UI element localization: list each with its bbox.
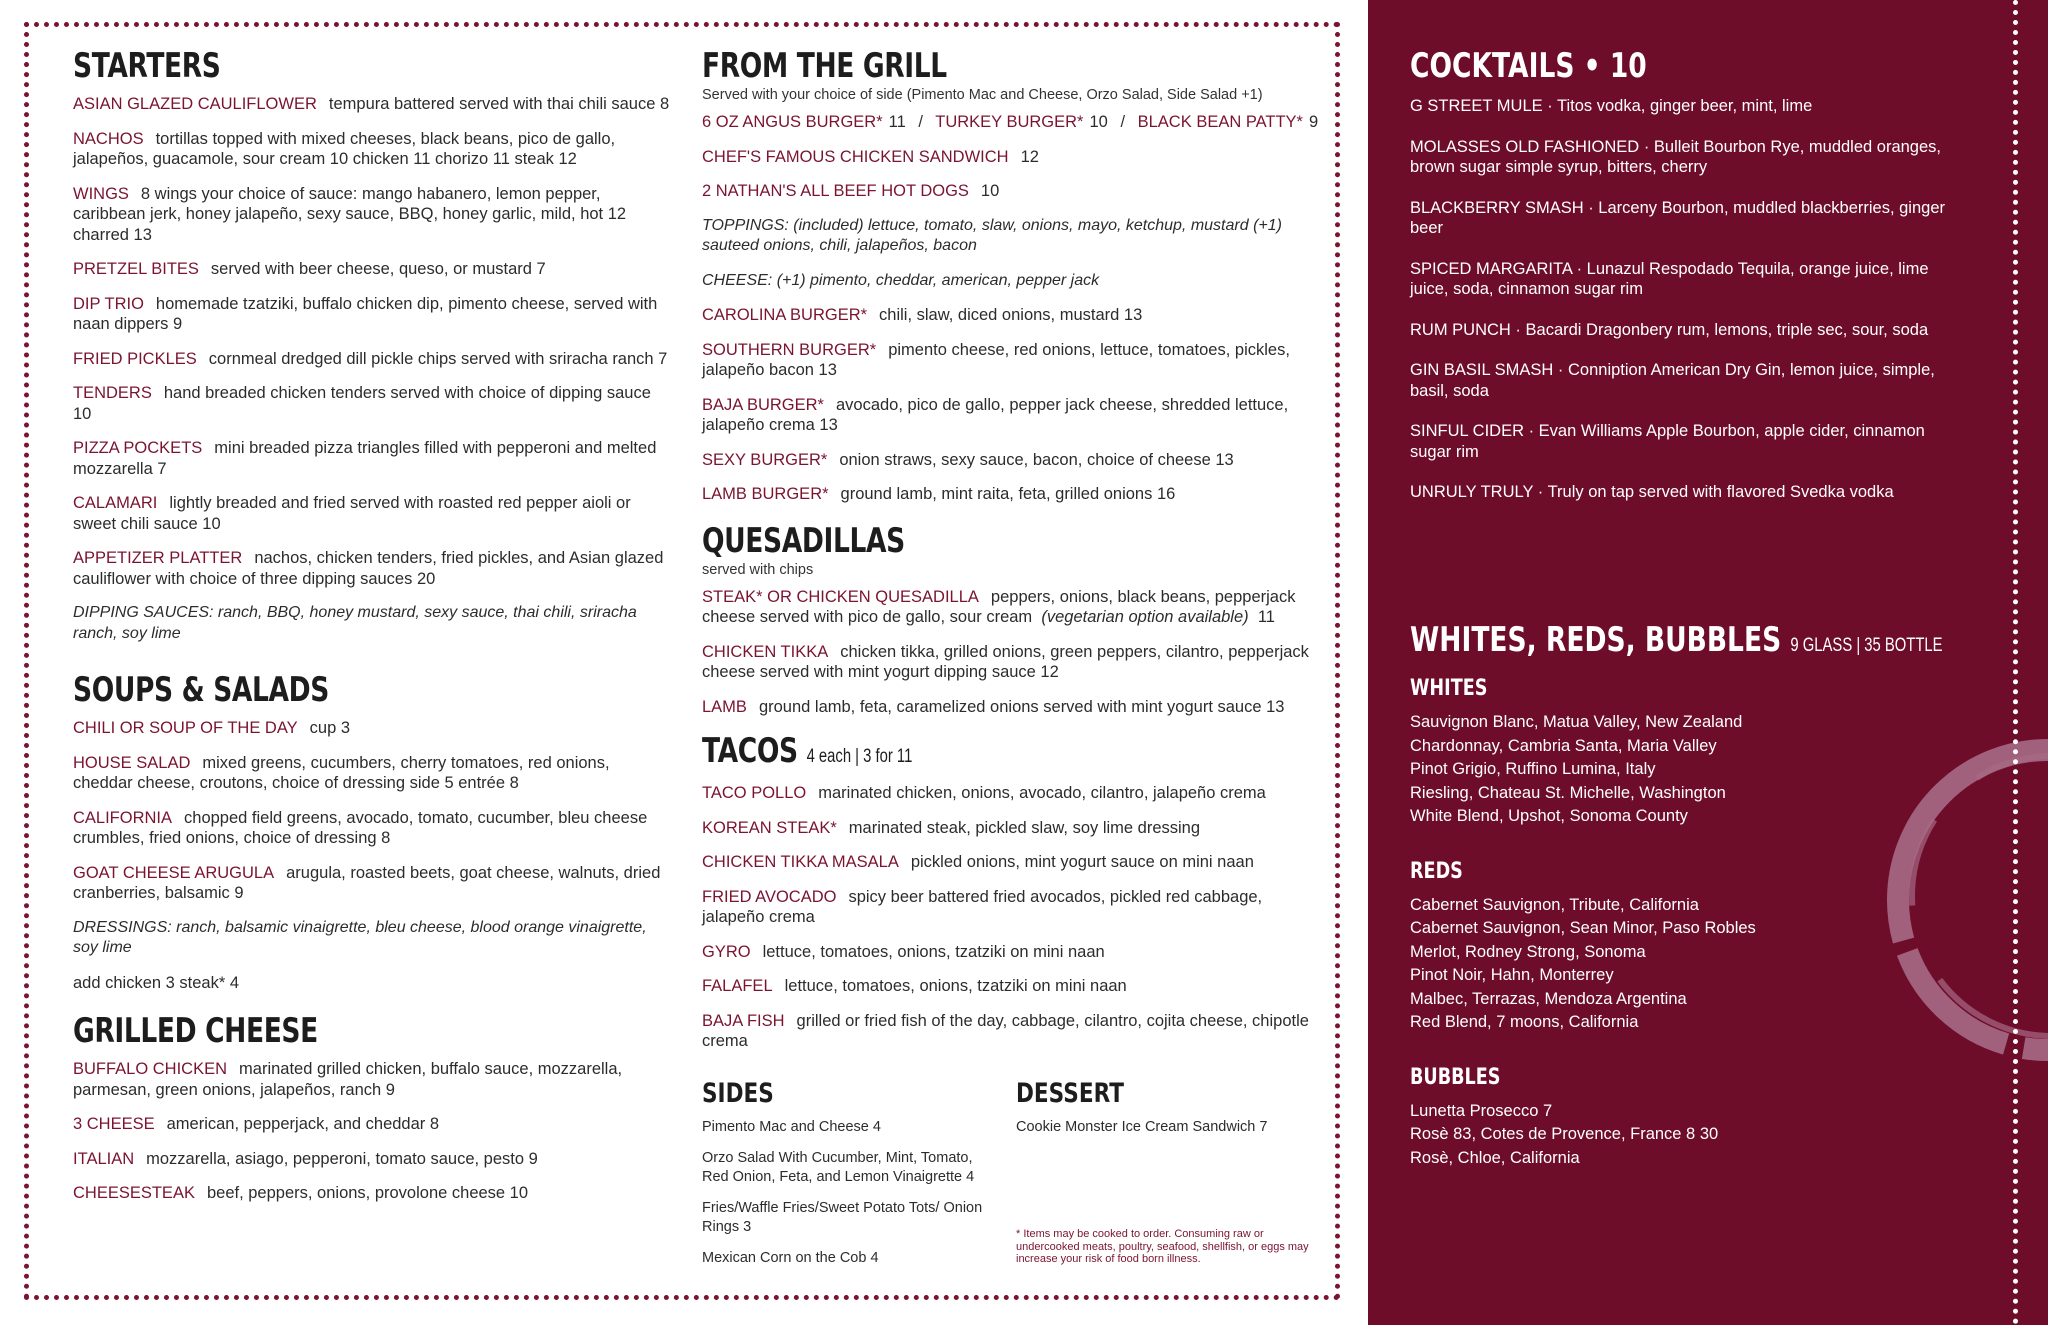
dot-separator: · xyxy=(1510,320,1526,339)
wine-item: Cabernet Sauvignon, Sean Minor, Paso Robles xyxy=(1410,919,1756,937)
cocktails-list xyxy=(1410,96,1970,503)
dressings-note: DRESSINGS: ranch, balsamic vinaigrette, bleu cheese, blood orange vinaigrette, soy lime xyxy=(73,918,647,956)
whites-list xyxy=(1410,711,2000,829)
list-item: Orzo Salad With Cucumber, Mint, Tomato, Red Onion, Feta, and Lemon Vinaigrette 4 xyxy=(702,1150,975,1185)
wine-pricing: 9 GLASS | 35 BOTTLE xyxy=(1790,635,1943,656)
item-name: BAJA FISH xyxy=(702,1011,785,1030)
item-desc: nachos, chicken tenders, fried pickles, and Asian glazed cauliflower with choice of three dipping sauces 20 xyxy=(73,549,664,588)
cocktail-desc: Truly on tap served with flavored Svedka vodka xyxy=(1547,483,1894,501)
menu-column-right xyxy=(702,46,1320,1066)
bubbles-title: BUBBLES xyxy=(1410,1064,1501,1090)
item-name: KOREAN STEAK* xyxy=(702,818,837,837)
item-desc: american, pepperjack, and cheddar 8 xyxy=(166,1115,440,1133)
menu-item xyxy=(73,1059,673,1100)
item-name: GOAT CHEESE ARUGULA xyxy=(73,863,275,882)
cocktail-item xyxy=(1410,137,1970,178)
cocktail-desc: Bulleit Bourbon Rye, muddled oranges, brown sugar simple syrup, bitters, cherry xyxy=(1410,137,1941,176)
cocktail-desc: Larceny Bourbon, muddled blackberries, ginger beer xyxy=(1410,198,1945,237)
item-desc: cup 3 xyxy=(309,719,351,737)
item-desc: mozzarella, asiago, pepperoni, tomato sauce, pesto 9 xyxy=(146,1149,538,1168)
dot-separator: · xyxy=(1542,97,1558,115)
section-title-wine xyxy=(1410,620,1943,666)
section-title-starters: STARTERS xyxy=(73,46,221,86)
section-title-quesadillas: QUESADILLAS xyxy=(702,520,905,561)
wine-item: Chardonnay, Cambria Santa, Maria Valley xyxy=(1410,736,1717,755)
quesadillas-subtitle: served with chips xyxy=(702,561,814,578)
item-desc: lightly breaded and fried served with roasted red pepper aioli or sweet chili sauce 10 xyxy=(73,494,631,533)
section-title-cocktails: COCKTAILS • 10 xyxy=(1410,46,1647,86)
wine-item: Pinot Noir, Hahn, Monterrey xyxy=(1410,966,1614,984)
section-title-grilled-cheese: GRILLED CHEESE xyxy=(73,1011,318,1051)
menu-item xyxy=(702,395,1320,436)
item-name: STEAK* OR CHICKEN QUESADILLA xyxy=(702,587,979,606)
burger-price: 9 xyxy=(1308,113,1319,131)
menu-item xyxy=(73,1183,673,1204)
item-name: CAROLINA BURGER* xyxy=(702,306,868,324)
dotted-edge xyxy=(2013,0,2018,1325)
wine-item: White Blend, Upshot, Sonoma County xyxy=(1410,807,1688,825)
vegetarian-note: (vegetarian option available) xyxy=(1041,608,1249,626)
menu-item xyxy=(702,697,1320,718)
whites-title: WHITES xyxy=(1410,676,1488,701)
tacos-title: TACOS xyxy=(702,731,798,771)
item-name: NACHOS xyxy=(73,129,144,148)
sides-list xyxy=(702,1118,1002,1268)
item-desc: onion straws, sexy sauce, bacon, choice of cheese 13 xyxy=(839,450,1234,469)
wine-item: Merlot, Rodney Strong, Sonoma xyxy=(1410,942,1646,961)
cocktail-item xyxy=(1410,96,1970,117)
dot-separator: · xyxy=(1553,361,1569,379)
menu-item xyxy=(73,294,673,335)
cocktail-desc: Bacardi Dragonbery rum, lemons, triple sec, sour, soda xyxy=(1525,320,1929,339)
burger-name: TURKEY BURGER* xyxy=(935,113,1084,131)
item-name: CHICKEN TIKKA MASALA xyxy=(702,853,899,871)
dessert-list xyxy=(1016,1118,1316,1137)
item-desc: mini breaded pizza triangles filled with pepperoni and melted mozzarella 7 xyxy=(73,439,657,478)
grill-list xyxy=(702,305,1320,505)
section-title-tacos xyxy=(702,731,1184,777)
item-desc: ground lamb, feta, caramelized onions served with mint yogurt sauce 13 xyxy=(758,697,1285,716)
item-name: CHEF'S FAMOUS CHICKEN SANDWICH xyxy=(702,147,1009,166)
menu-item xyxy=(702,587,1320,628)
menu-item xyxy=(702,976,1320,997)
reds-title: REDS xyxy=(1410,858,1463,884)
item-desc: lettuce, tomatoes, onions, tzatziki on mini naan xyxy=(762,942,1105,961)
cocktail-item xyxy=(1410,259,1970,300)
burger-price: 10 xyxy=(1089,113,1108,131)
list-item: Cookie Monster Ice Cream Sandwich 7 xyxy=(1016,1119,1268,1135)
item-name: ITALIAN xyxy=(73,1149,135,1168)
section-title-sides: SIDES xyxy=(702,1078,774,1109)
burger-price: 11 xyxy=(888,113,906,131)
item-desc: tortillas topped with mixed cheeses, black beans, pico de gallo, jalapeños, guacamole, sour cream 10 chicken 11 chorizo 11 steak 12 xyxy=(73,129,616,168)
cocktail-item xyxy=(1410,198,1970,239)
menu-item xyxy=(73,808,673,849)
menu-column-left xyxy=(73,46,673,1218)
item-desc: spicy beer battered fried avocados, pickled red cabbage, jalapeño crema xyxy=(702,887,1263,926)
item-name: PRETZEL BITES xyxy=(73,260,199,278)
separator: / xyxy=(918,113,923,131)
list-item: Fries/Waffle Fries/Sweet Potato Tots/ Onion Rings 3 xyxy=(702,1200,983,1235)
item-name: FRIED PICKLES xyxy=(73,349,197,368)
bubbles-block xyxy=(1410,1065,2000,1171)
item-desc: avocado, pico de gallo, pepper jack cheese, shredded lettuce, jalapeño crema 13 xyxy=(702,395,1289,434)
menu-item xyxy=(702,887,1320,928)
menu-item xyxy=(702,484,1320,505)
menu-item xyxy=(702,818,1320,839)
item-desc: lettuce, tomatoes, onions, tzatziki on mini naan xyxy=(784,977,1127,995)
menu-item xyxy=(702,305,1320,326)
menu-item xyxy=(73,94,673,115)
item-desc: marinated steak, pickled slaw, soy lime dressing xyxy=(848,818,1201,837)
item-name: DIP TRIO xyxy=(73,294,144,313)
item-desc: tempura battered served with thai chili sauce 8 xyxy=(328,95,670,113)
burger-name: BLACK BEAN PATTY* xyxy=(1137,113,1303,131)
item-desc: beef, peppers, onions, provolone cheese 10 xyxy=(206,1184,529,1202)
wine-item: Cabernet Sauvignon, Tribute, California xyxy=(1410,895,1699,914)
dot-separator: · xyxy=(1583,198,1599,217)
cocktail-name: BLACKBERRY SMASH xyxy=(1410,198,1584,217)
grilled-cheese-list xyxy=(73,1059,673,1204)
item-desc: cornmeal dredged dill pickle chips served with sriracha ranch 7 xyxy=(208,349,668,368)
starters-list xyxy=(73,94,673,589)
tacos-list xyxy=(702,783,1320,1052)
grill-subtitle: Served with your choice of side (Pimento Mac and Cheese, Orzo Salad, Side Salad +1) xyxy=(702,87,1263,103)
menu-item xyxy=(73,259,673,280)
item-name: FRIED AVOCADO xyxy=(702,887,837,906)
item-desc: chopped field greens, avocado, tomato, cucumber, bleu cheese crumbles, fried onions, choice of dressing 8 xyxy=(73,808,648,847)
menu-item xyxy=(73,438,673,479)
menu-item xyxy=(702,942,1320,963)
menu-item xyxy=(702,181,1320,202)
item-desc: mixed greens, cucumbers, cherry tomatoes, red onions, cheddar cheese, croutons, choice of dressing side 5 entrée 8 xyxy=(73,753,610,792)
menu-item xyxy=(702,450,1320,471)
menu-item xyxy=(73,493,673,534)
sides-section xyxy=(702,1078,1002,1280)
bubbles-list xyxy=(1410,1100,2000,1171)
cocktail-name: SPICED MARGARITA xyxy=(1410,259,1572,278)
item-desc: marinated grilled chicken, buffalo sauce, mozzarella, parmesan, green onions, jalapeños, ranch 9 xyxy=(73,1060,623,1099)
cocktails-section xyxy=(1410,46,1970,523)
add-protein-note: add chicken 3 steak* 4 xyxy=(73,973,240,992)
whites-block xyxy=(1410,676,2000,829)
item-name: BUFFALO CHICKEN xyxy=(73,1060,228,1078)
menu-item xyxy=(702,147,1320,168)
item-name: CALIFORNIA xyxy=(73,808,173,827)
list-item: Mexican Corn on the Cob 4 xyxy=(702,1250,879,1266)
item-name: SOUTHERN BURGER* xyxy=(702,340,877,359)
separator: / xyxy=(1120,113,1126,131)
dipping-sauces-note: DIPPING SAUCES: ranch, BBQ, honey mustard, sexy sauce, thai chili, sriracha ranch, soy lime xyxy=(73,604,637,642)
item-name: TENDERS xyxy=(73,384,152,402)
item-name: CALAMARI xyxy=(73,494,158,512)
cocktail-name: G STREET MULE xyxy=(1410,97,1543,115)
wine-item: Red Blend, 7 moons, California xyxy=(1410,1013,1639,1031)
cocktail-desc: Lunazul Respodado Tequila, orange juice, lime juice, soda, cinnamon sugar rim xyxy=(1410,259,1929,298)
cocktail-name: SINFUL CIDER xyxy=(1410,422,1524,440)
section-title-soups-salads: SOUPS & SALADS xyxy=(73,670,330,710)
item-name: PIZZA POCKETS xyxy=(73,439,203,457)
burger-line xyxy=(702,112,1320,133)
wine-title: WHITES, REDS, BUBBLES xyxy=(1410,620,1782,660)
cocktail-desc: Titos vodka, ginger beer, mint, lime xyxy=(1557,97,1813,115)
soups-list xyxy=(73,718,673,904)
item-name: APPETIZER PLATTER xyxy=(73,549,243,567)
menu-item xyxy=(73,1114,673,1135)
dot-separator: · xyxy=(1639,137,1654,156)
item-name: SEXY BURGER* xyxy=(702,450,828,469)
menu-item xyxy=(73,548,673,589)
menu-item xyxy=(73,718,673,739)
item-desc: chicken tikka, grilled onions, green peppers, cilantro, pepperjack cheese served with mint yogurt dipping sauce 12 xyxy=(702,642,1309,681)
dot-separator: · xyxy=(1524,422,1539,440)
cocktail-name: GIN BASIL SMASH xyxy=(1410,361,1554,379)
item-desc: 8 wings your choice of sauce: mango habanero, lemon pepper, caribbean jerk, honey jalapeño, sexy sauce, BBQ, honey garlic, mild, hot 12 charred 13 xyxy=(73,184,627,244)
item-desc: 10 xyxy=(980,182,1000,200)
section-title-grill: FROM THE GRILL xyxy=(702,46,947,86)
cocktail-item xyxy=(1410,482,1970,503)
item-name: 2 NATHAN'S ALL BEEF HOT DOGS xyxy=(702,182,969,200)
list-item: Pimento Mac and Cheese 4 xyxy=(702,1119,881,1135)
item-name: CHEESESTEAK xyxy=(73,1184,195,1202)
toppings-note: TOPPINGS: (included) lettuce, tomato, slaw, onions, mayo, ketchup, mustard (+1) sauteed onions, chili, jalapeños, bacon xyxy=(702,216,1282,254)
dot-separator: · xyxy=(1571,259,1587,278)
item-name: CHICKEN TIKKA xyxy=(702,642,829,661)
item-name: TACO POLLO xyxy=(702,784,807,802)
item-desc: hand breaded chicken tenders served with choice of dipping sauce 10 xyxy=(73,384,651,423)
item-desc: homemade tzatziki, buffalo chicken dip, pimento cheese, served with naan dippers 9 xyxy=(73,294,658,333)
cocktail-item xyxy=(1410,360,1970,401)
item-name: HOUSE SALAD xyxy=(73,753,191,772)
item-desc: grilled or fried fish of the day, cabbage, cilantro, cojita cheese, chipotle crema xyxy=(702,1011,1309,1050)
reds-block xyxy=(1410,859,2000,1035)
item-desc: marinated chicken, onions, avocado, cilantro, jalapeño crema xyxy=(818,784,1266,802)
item-desc: peppers, onions, black beans, pepperjack cheese served with pico de gallo, sour cream xyxy=(702,587,1296,626)
section-title-dessert: DESSERT xyxy=(1016,1078,1124,1109)
item-desc: ground lamb, mint raita, feta, grilled onions 16 xyxy=(840,485,1176,503)
cocktail-desc: Conniption American Dry Gin, lemon juice, simple, basil, soda xyxy=(1410,361,1935,400)
wine-item: Rosè, Chloe, California xyxy=(1410,1148,1580,1167)
wine-item: Sauvignon Blanc, Matua Valley, New Zealand xyxy=(1410,713,1743,731)
cheese-note: CHEESE: (+1) pimento, cheddar, american, pepper jack xyxy=(702,271,1100,289)
item-name: FALAFEL xyxy=(702,977,773,995)
menu-item xyxy=(73,383,673,424)
wine-item: Riesling, Chateau St. Michelle, Washington xyxy=(1410,783,1726,802)
drinks-panel xyxy=(1368,0,2048,1325)
item-desc: arugula, roasted beets, goat cheese, walnuts, dried cranberries, balsamic 9 xyxy=(73,863,661,902)
menu-item xyxy=(702,340,1320,381)
item-desc: served with beer cheese, queso, or mustard 7 xyxy=(210,260,546,278)
item-desc: pimento cheese, red onions, lettuce, tomatoes, pickles, jalapeño bacon 13 xyxy=(702,340,1290,379)
item-name: GYRO xyxy=(702,942,751,961)
cocktail-item xyxy=(1410,421,1970,462)
cocktail-name: RUM PUNCH xyxy=(1410,320,1511,339)
menu-item xyxy=(702,852,1320,873)
menu-item xyxy=(702,1011,1320,1052)
menu-item xyxy=(73,863,673,904)
menu-item xyxy=(73,1149,673,1170)
menu-item xyxy=(702,642,1320,683)
item-name: LAMB BURGER* xyxy=(702,485,829,503)
item-name: BAJA BURGER* xyxy=(702,395,824,414)
item-name: ASIAN GLAZED CAULIFLOWER xyxy=(73,95,317,113)
reds-list xyxy=(1410,894,2000,1035)
burger-name: 6 OZ ANGUS BURGER* xyxy=(702,113,883,131)
item-desc: chili, slaw, diced onions, mustard 13 xyxy=(879,306,1143,324)
wine-item: Malbec, Terrazas, Mendoza Argentina xyxy=(1410,989,1687,1008)
cocktail-name: UNRULY TRULY xyxy=(1410,483,1534,501)
item-name: LAMB xyxy=(702,697,747,716)
menu-item xyxy=(73,129,673,170)
menu-item xyxy=(73,349,673,370)
wine-item: Pinot Grigio, Ruffino Lumina, Italy xyxy=(1410,760,1656,778)
cocktail-desc: Evan Williams Apple Bourbon, apple cider, cinnamon sugar rim xyxy=(1410,422,1925,461)
item-name: CHILI OR SOUP OF THE DAY xyxy=(73,719,298,737)
cocktail-item xyxy=(1410,320,1970,341)
dessert-section xyxy=(1016,1078,1316,1149)
food-safety-disclaimer: * Items may be cooked to order. Consuming raw or undercooked meats, poultry, seafood, shellfish, or eggs may increase your risk of food born illness. xyxy=(1016,1228,1309,1265)
cocktail-name: MOLASSES OLD FASHIONED xyxy=(1410,137,1640,156)
menu-item xyxy=(702,783,1320,804)
wine-item: Lunetta Prosecco 7 xyxy=(1410,1101,1553,1120)
item-price: 11 xyxy=(1257,608,1275,626)
item-name: 3 CHEESE xyxy=(73,1115,155,1133)
menu-item xyxy=(73,753,673,794)
item-desc: pickled onions, mint yogurt sauce on mini naan xyxy=(910,853,1254,871)
item-name: WINGS xyxy=(73,184,129,203)
wine-item: Rosè 83, Cotes de Provence, France 8 30 xyxy=(1410,1125,1719,1143)
dot-separator: · xyxy=(1533,483,1548,501)
menu-item xyxy=(73,184,673,246)
item-desc: 12 xyxy=(1020,147,1039,166)
wine-section xyxy=(1410,620,2000,1200)
tacos-pricing: 4 each | 3 for 11 xyxy=(806,746,913,767)
